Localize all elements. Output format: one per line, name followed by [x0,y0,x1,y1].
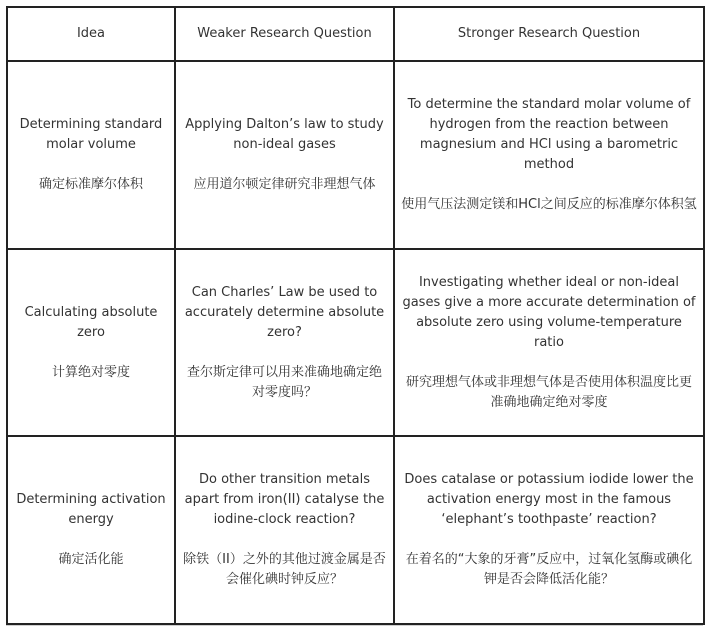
table-row [7,436,704,624]
idea-cell [7,61,175,249]
stronger-question-cell [394,436,704,624]
weaker-question-chinese: 查尔斯定律可以用来准确地确定绝对零度吗？ [186,364,382,400]
weaker-question-cell [175,436,394,624]
idea-chinese: 确定标准摩尔体积 [38,177,143,192]
weaker-question-english: Can Charles’ Law be used to accurately determine absolute zero? [184,284,385,340]
stronger-question-cell [394,61,704,249]
idea-english: Determining standard molar volume [19,117,163,152]
stronger-question-chinese: 在着名的“大象的牙膏”反应中，过氧化氢酶或碘化钾是否会降低活化能？ [405,552,693,587]
weaker-question-chinese: 应用道尔顿定律研究非理想气体 [193,177,376,192]
stronger-question-english: To determine the standard molar volume of hydrogen from the reaction between magnesium and HCl using a barometric method [407,97,691,172]
weaker-question-english: Applying Dalton’s law to study non-ideal gases [185,117,384,152]
weaker-question-cell [175,249,394,436]
header-stronger: Stronger Research Question [394,7,704,61]
idea-cell [7,249,175,436]
stronger-question-chinese: 研究理想气体或非理想气体是否使用体积温度比更准确地确定绝对零度 [405,374,692,410]
weaker-question-cell [175,61,394,249]
table-row [7,61,704,249]
header-idea: Idea [7,7,175,61]
table-header-row [7,7,704,61]
weaker-question-english: Do other transition metals apart from iron(II) catalyse the iodine-clock reaction? [184,472,385,527]
idea-chinese: 确定活化能 [58,552,124,567]
stronger-question-cell [394,249,704,436]
header-weaker: Weaker Research Question [175,7,394,61]
table-row [7,249,704,436]
stronger-question-english: Does catalase or potassium iodide lower the activation energy most in the famous ‘elephant’s toothpaste’ reaction? [404,472,694,527]
idea-cell [7,436,175,624]
weaker-question-chinese: 除铁（II）之外的其他过渡金属是否会催化碘时钟反应？ [183,552,386,587]
idea-english: Determining activation energy [16,492,166,527]
idea-chinese: 计算绝对零度 [51,364,130,380]
stronger-question-english: Investigating whether ideal or non-ideal gases give a more accurate determination of absolute zero using volume-temperature ratio [402,274,696,350]
idea-english: Calculating absolute zero [24,304,158,340]
research-question-table [6,6,705,625]
bottom-divider [6,625,703,626]
stronger-question-chinese: 使用气压法测定镁和HCl之间反应的标准摩尔体积氢 [401,197,697,212]
